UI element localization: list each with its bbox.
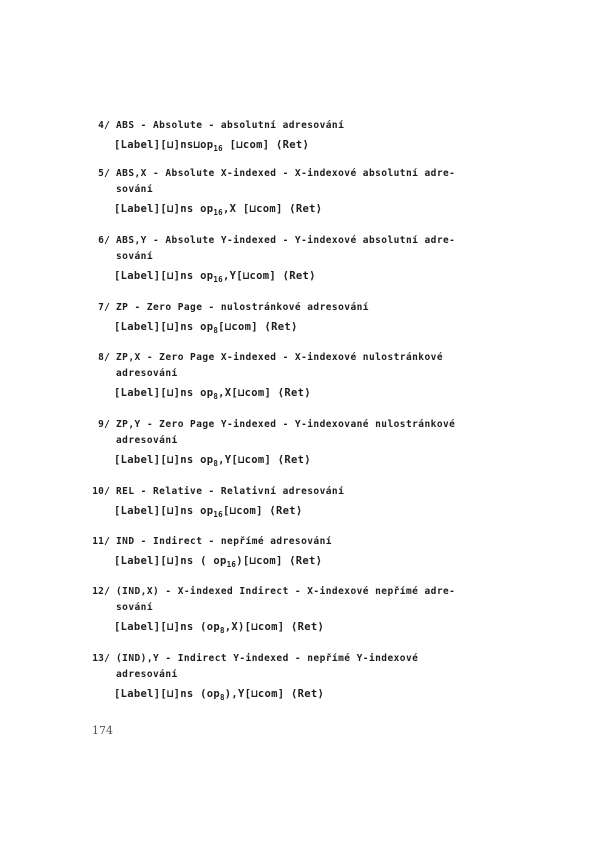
- entry-description-line: sování: [116, 184, 154, 195]
- entry-description-line: (IND,X) - X-indexed Indirect - X-indexové nepřímé adre-: [116, 586, 456, 597]
- entry-number: 5/: [98, 168, 110, 179]
- entry-description-line: ZP - Zero Page - nulostránkové adresování: [116, 302, 369, 313]
- entry-number: 8/: [98, 352, 110, 363]
- entry-description-line: sování: [116, 602, 154, 613]
- entry-syntax: [Label][⊔]ns $(op_8,X)[⊔com]$ ⟨Ret⟩: [114, 621, 325, 635]
- entry-number: 9/: [98, 419, 110, 430]
- entry-number: 12/: [92, 586, 110, 597]
- entry-description-line: ZP,X - Zero Page X-indexed - X-indexové nulostránkové: [116, 352, 443, 363]
- entry-description-line: sování: [116, 251, 154, 262]
- entry-syntax: [Label][⊔]ns $op_8,X[⊔com]$ ⟨Ret⟩: [114, 387, 311, 401]
- entry-syntax: [Label][⊔]ns $op_{16},X$ [⊔com] ⟨Ret⟩: [114, 203, 323, 217]
- entry-syntax: [Label][⊔]ns $op_{16}[⊔com]$ ⟨Ret⟩: [114, 505, 303, 519]
- entry-number: 4/: [98, 120, 110, 131]
- entry-syntax: [Label][⊔]ns $op_{16},Y[⊔com]$ ⟨Ret⟩: [114, 270, 316, 284]
- entry-syntax: $[Label][⊔]ns⊔op_{16}$ [⊔com] ⟨Ret⟩: [114, 139, 310, 153]
- entry-number: 13/: [92, 653, 110, 664]
- entry-description-line: REL - Relative - Relativní adresování: [116, 486, 345, 497]
- page-number: 174: [92, 724, 113, 737]
- entry-description-line: ZP,Y - Zero Page Y-indexed - Y-indexované nulostránkové: [116, 419, 456, 430]
- entry-description-line: IND - Indirect - nepřímé adresování: [116, 536, 332, 547]
- entry-number: 10/: [92, 486, 110, 497]
- entry-description-line: adresování: [116, 435, 178, 446]
- entry-description-line: ABS,Y - Absolute Y-indexed - Y-indexové absolutní adre-: [116, 235, 456, 246]
- entry-syntax: [Label][⊔]ns ( $op_{16})[⊔com]$ ⟨Ret⟩: [114, 555, 323, 569]
- entry-number: 7/: [98, 302, 110, 313]
- entry-description-line: adresování: [116, 669, 178, 680]
- entry-description-line: (IND),Y - Indirect Y-indexed - nepřímé Y-indexové: [116, 653, 419, 664]
- entry-syntax: [Label][⊔]ns $(op_8),Y[⊔com]$ ⟨Ret⟩: [114, 688, 325, 702]
- entry-description-line: ABS,X - Absolute X-indexed - X-indexové absolutní adre-: [116, 168, 456, 179]
- entry-syntax: [Label][⊔]ns $op_8[⊔com]$ ⟨Ret⟩: [114, 321, 298, 335]
- entry-syntax: [Label][⊔]ns $op_8,Y[⊔com]$ ⟨Ret⟩: [114, 454, 311, 468]
- entry-number: 11/: [92, 536, 110, 547]
- entry-description-line: ABS - Absolute - absolutní adresování: [116, 120, 345, 131]
- entry-description-line: adresování: [116, 368, 178, 379]
- entry-number: 6/: [98, 235, 110, 246]
